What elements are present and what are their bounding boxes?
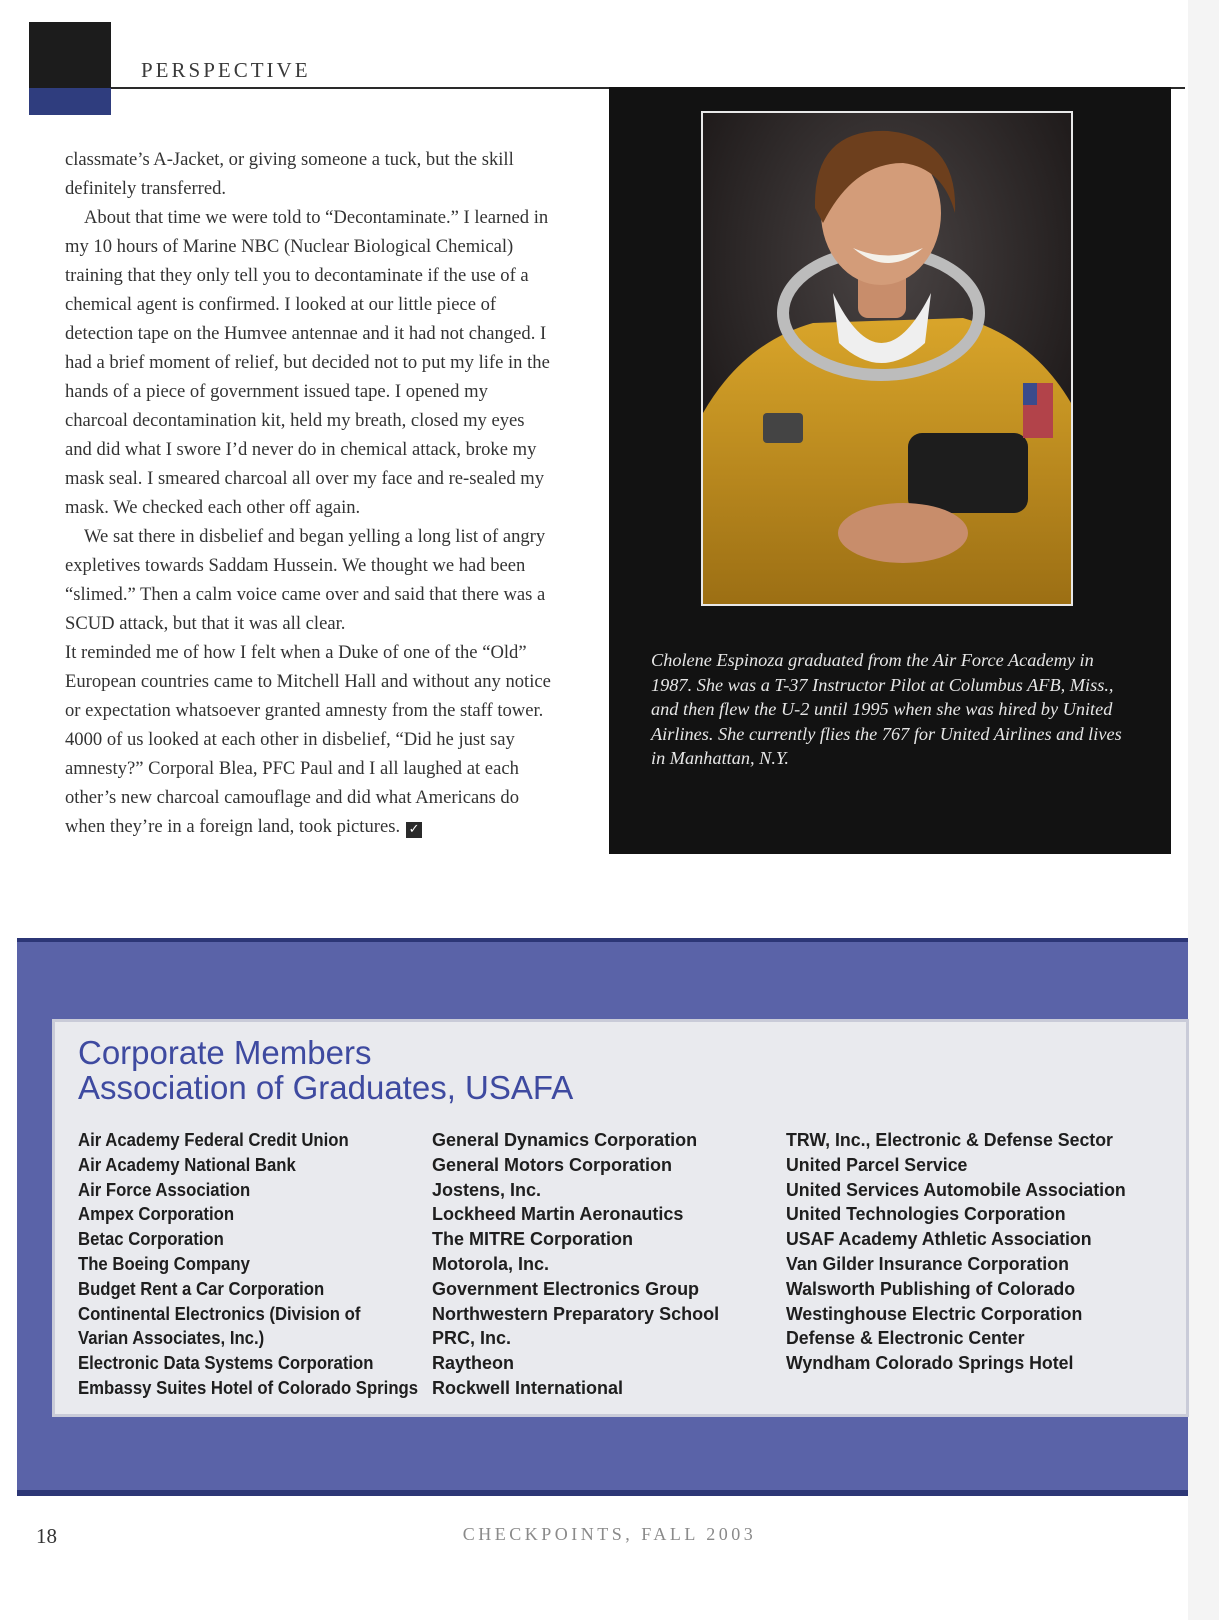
header-blue-accent <box>29 88 111 115</box>
publication-footer: CHECKPOINTS, FALL 2003 <box>462 1524 757 1544</box>
portrait-illustration <box>703 113 1071 604</box>
article-body <box>65 145 555 841</box>
member-name: Northwestern Preparatory School <box>432 1303 720 1324</box>
member-name: Air Academy Federal Credit Union <box>78 1130 349 1150</box>
member-name: Jostens, Inc. <box>432 1179 542 1200</box>
member-name: Air Force Association <box>78 1179 251 1200</box>
member-name: Defense & Electronic Center <box>786 1328 1025 1349</box>
article-paragraph <box>65 638 555 841</box>
members-title <box>78 1035 573 1105</box>
members-column-2 <box>432 1128 719 1401</box>
header-black-block <box>29 22 111 88</box>
member-name: Betac Corporation <box>78 1229 224 1250</box>
member-name: Raytheon <box>432 1353 515 1374</box>
member-name: The MITRE Corporation <box>432 1229 633 1250</box>
article-paragraph-text: It reminded me of how I felt when a Duke of one of the “Old” European countries came to Mitchell Hall and without any notice or expectation whatsoever granted amnesty from the staff tower. 4000 of us looked at each other in disbelief, “Did he just say amnesty?” Corporal Blea, PFC Paul and I all laughed at each other’s new charcoal camouflage and did what Americans do when they’re in a foreign land, took pictures. <box>65 642 551 837</box>
member-name: Van Gilder Insurance Corporation <box>786 1253 1069 1274</box>
member-name: PRC, Inc. <box>432 1328 512 1349</box>
page-edge-shadow <box>1188 0 1219 1620</box>
member-name: Varian Associates, Inc.) <box>78 1328 265 1349</box>
members-band-bottom-rule <box>17 1490 1188 1496</box>
member-name: Air Academy National Bank <box>78 1154 296 1175</box>
member-name: General Motors Corporation <box>432 1154 673 1175</box>
member-name: Westinghouse Electric Corporation <box>786 1303 1083 1324</box>
member-name: Wyndham Colorado Springs Hotel <box>786 1353 1074 1374</box>
members-title-line: Corporate Members <box>78 1034 372 1071</box>
member-name: Lockheed Martin Aeronautics <box>432 1204 684 1225</box>
photo-caption: Cholene Espinoza graduated from the Air Force Academy in 1987. She was a T-37 Instructor Pilot at Columbus AFB, Miss., and then flew the U-2 until 1995 when she was hired by United Airlines. She currently flies the 767 for United Airlines and lives in Manhattan, N.Y. <box>651 650 1122 768</box>
member-name: Rockwell International <box>432 1377 624 1398</box>
member-name: USAF Academy Athletic Association <box>786 1229 1092 1250</box>
member-name: Government Electronics Group <box>432 1278 700 1299</box>
member-name: Ampex Corporation <box>78 1204 235 1225</box>
member-name: Electronic Data Systems Corporation <box>78 1353 374 1374</box>
page-number: 18 <box>36 1524 57 1548</box>
member-name: Budget Rent a Car Corporation <box>78 1278 325 1299</box>
members-band-top-rule <box>17 938 1188 942</box>
member-name: United Parcel Service <box>786 1154 968 1175</box>
member-name: United Technologies Corporation <box>786 1204 1066 1225</box>
member-name: The Boeing Company <box>78 1253 250 1274</box>
member-name: Walsworth Publishing of Colorado <box>786 1278 1076 1299</box>
member-name: General Dynamics Corporation <box>432 1130 698 1150</box>
member-name: TRW, Inc., Electronic & Defense Sector <box>786 1130 1113 1150</box>
article-paragraph: We sat there in disbelief and began yelling a long list of angry expletives towards Saddam Hussein. We thought we had been “slimed.” Then a calm voice came over and said that there was a SCUD attack, but that it was all clear. <box>65 526 546 634</box>
member-name: Continental Electronics (Division of <box>78 1303 361 1324</box>
article-paragraph: classmate’s A-Jacket, or giving someone a tuck, but the skill definitely transferred. <box>65 149 514 199</box>
portrait-photo <box>701 111 1073 606</box>
section-label: PERSPECTIVE <box>141 58 311 82</box>
member-name: Embassy Suites Hotel of Colorado Springs <box>78 1377 419 1398</box>
members-column-3 <box>786 1128 1131 1376</box>
member-name: United Services Automobile Association <box>786 1179 1126 1200</box>
member-name: Motorola, Inc. <box>432 1253 549 1274</box>
end-check-icon: ✓ <box>406 822 422 838</box>
members-title-line: Association of Graduates, USAFA <box>78 1069 574 1106</box>
members-column-1 <box>78 1128 444 1401</box>
article-paragraph: About that time we were told to “Decontaminate.” I learned in my 10 hours of Marine NBC (Nuclear Biological Chemical) training that they only tell you to decontaminate if the use of a chemical agent is confirmed. I looked at our little piece of detection tape on the Humvee antennae and it had not changed. I had a brief moment of relief, but decided not to put my life in the hands of a piece of government issued tape. I opened my charcoal decontamination kit, held my breath, closed my eyes and did what I swore I’d never do in chemical attack, broke my mask seal. I smeared charcoal all over my face and re-sealed my mask. We checked each other off again. <box>65 207 550 518</box>
